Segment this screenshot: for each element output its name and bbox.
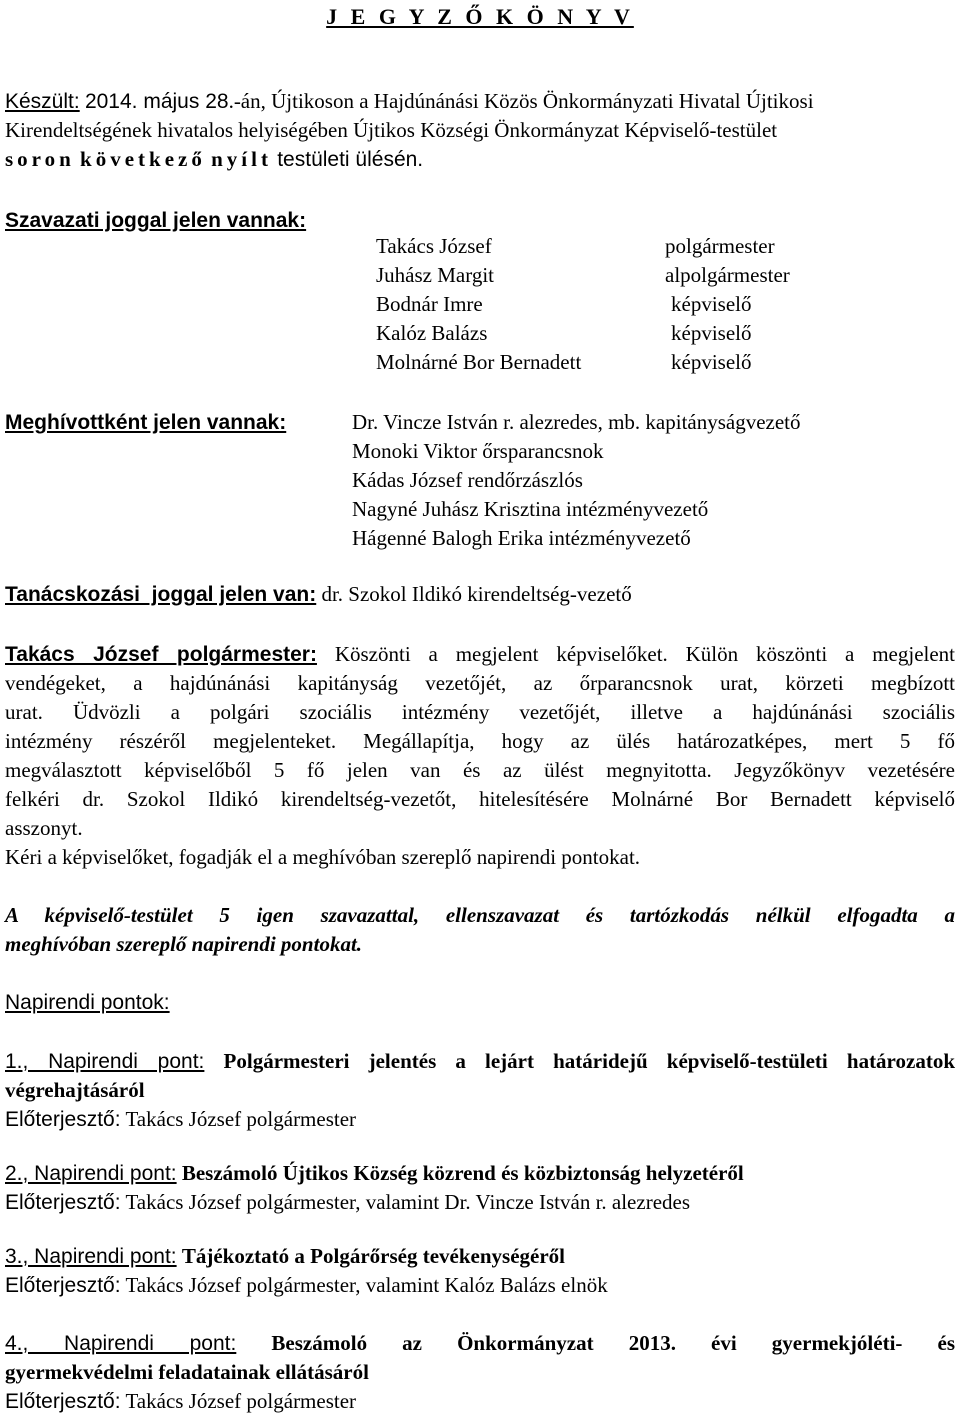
agenda-heading: Napirendi pontok:: [5, 991, 170, 1014]
presenter-label: Előterjesztő:: [5, 1108, 121, 1131]
member-role: képviselő: [671, 321, 752, 345]
agenda-title-line: gyermekvédelmi feladatainak ellátásáról: [5, 1360, 369, 1384]
intro-tail: testületi ülésén.: [277, 148, 424, 171]
member-name: Molnárné Bor Bernadett: [376, 350, 582, 374]
presenter: Takács József polgármester, valamint Kalóz Balázs elnök: [125, 1273, 608, 1297]
agenda-presenter-line: [5, 1271, 955, 1300]
advisory-line: [5, 580, 632, 609]
member-role: képviselő: [671, 292, 752, 316]
agenda-item: [5, 1047, 955, 1134]
agenda-title: Beszámoló Újtikos Község közrend és közbiztonság helyzetéről: [181, 1161, 744, 1185]
advisory-heading: Tanácskozási joggal jelen van:: [5, 583, 317, 606]
member-name: Bodnár Imre: [376, 292, 483, 316]
invited-person: Monoki Viktor őrsparancsnok: [352, 439, 604, 463]
opening-line: urat. Üdvözli a polgári szociális intézmény vezetőjét, illetve a hajdúnánási szociális: [5, 700, 955, 724]
agenda-label: 1., Napirendi pont:: [5, 1050, 205, 1073]
member-role: képviselő: [671, 350, 752, 374]
presenter: Takács József polgármester, valamint Dr. Vincze István r. alezredes: [125, 1190, 691, 1214]
voting-heading: Szavazati joggal jelen vannak:: [5, 209, 307, 232]
document-title: J E G Y Z Ő K Ö N Y V: [326, 4, 634, 29]
opening-paragraph: [5, 640, 955, 872]
agenda-title: Polgármesteri jelentés a lejárt határidejű képviselő-testületi határozatok: [223, 1049, 955, 1073]
opening-line: megválasztott képviselőből 5 fő jelen van és az ülést megnyitotta. Jegyzőkönyv vezetésére: [5, 758, 955, 782]
agenda-title-line: [5, 1047, 955, 1076]
intro-label: Készült:: [5, 90, 80, 113]
intro-date: 2014. május 28: [84, 90, 229, 113]
invited-person: Nagyné Juhász Krisztina intézményvezető: [352, 497, 709, 521]
agenda-label: 4., Napirendi pont:: [5, 1332, 237, 1355]
opening-line: Kéri a képviselőket, fogadják el a meghívóban szereplő napirendi pontokat.: [5, 845, 641, 869]
member-name: Kalóz Balázs: [376, 321, 488, 345]
intro-line-2: Kirendeltségének hivatalos helyiségében Újtikos Községi Önkormányzat Képviselő-testület: [5, 118, 778, 142]
member-name: Takács József: [376, 234, 492, 258]
opening-text: Köszönti a megjelent képviselőket. Külön köszönti a megjelent: [334, 642, 956, 666]
agenda-presenter-line: [5, 1105, 955, 1134]
agenda-title-line: [5, 1159, 955, 1188]
agenda-presenter-line: [5, 1188, 955, 1217]
presenter-label: Előterjesztő:: [5, 1274, 121, 1297]
opening-line: intézmény részéről megjelenteket. Megállapítja, hogy az ülés határozatképes, mert 5 fő: [5, 729, 955, 753]
presenter: Takács József polgármester: [125, 1107, 357, 1131]
resolution: [5, 901, 955, 959]
agenda-title-line: végrehajtásáról: [5, 1078, 145, 1102]
opening-line: vendégeket, a hajdúnánási kapitányság vezetőjét, az őrparancsnok urat, körzeti megbízott: [5, 671, 955, 695]
invited-person: Dr. Vincze István r. alezredes, mb. kapitányságvezető: [352, 410, 801, 434]
member-role: polgármester: [665, 234, 775, 258]
agenda-title: Tájékoztató a Polgárőrség tevékenységéről: [181, 1244, 565, 1268]
intro-spaced-1: soron: [5, 147, 75, 171]
agenda-item: [5, 1242, 955, 1300]
presenter: Takács József polgármester: [125, 1389, 357, 1413]
agenda-label: 3., Napirendi pont:: [5, 1245, 177, 1268]
opening-line: [5, 640, 955, 669]
agenda-item: [5, 1159, 955, 1217]
intro-spaced-2: következő: [80, 147, 206, 171]
invited-heading: Meghívottként jelen vannak:: [5, 411, 287, 434]
presenter-label: Előterjesztő:: [5, 1191, 121, 1214]
invited-person: Hágenné Balogh Erika intézményvezető: [352, 526, 691, 550]
agenda-label: 2., Napirendi pont:: [5, 1162, 177, 1185]
intro-spaced-3: nyílt: [211, 147, 272, 171]
invited-person: Kádas József rendőrzászlós: [352, 468, 583, 492]
resolution-line: A képviselő-testület 5 igen szavazattal, ellenszavazat és tartózkodás nélkül elfogadta a: [5, 903, 955, 927]
agenda-title-line: [5, 1242, 955, 1271]
advisory-value: dr. Szokol Ildikó kirendeltség-vezető: [321, 582, 632, 606]
intro-text-1: .-án, Újtikoson a Hajdúnánási Közös Önkormányzati Hivatal Újtikosi: [228, 89, 814, 113]
agenda-title-line: [5, 1329, 955, 1358]
opening-line: felkéri dr. Szokol Ildikó kirendeltség-vezetőt, hitelesítésére Molnárné Bor Bernadett képviselő: [5, 787, 955, 811]
member-role: alpolgármester: [665, 263, 790, 287]
agenda-item: [5, 1329, 955, 1416]
member-name: Juhász Margit: [376, 263, 495, 287]
opening-line: asszonyt.: [5, 816, 83, 840]
presenter-label: Előterjesztő:: [5, 1390, 121, 1413]
resolution-line: meghívóban szereplő napirendi pontokat.: [5, 932, 363, 956]
agenda-presenter-line: [5, 1387, 955, 1416]
agenda-title: Beszámoló az Önkormányzat 2013. évi gyermekjóléti- és: [271, 1331, 955, 1355]
intro-line-3: [5, 145, 423, 174]
opening-speaker: Takács József polgármester:: [5, 643, 317, 666]
intro-line-1: [5, 87, 814, 116]
